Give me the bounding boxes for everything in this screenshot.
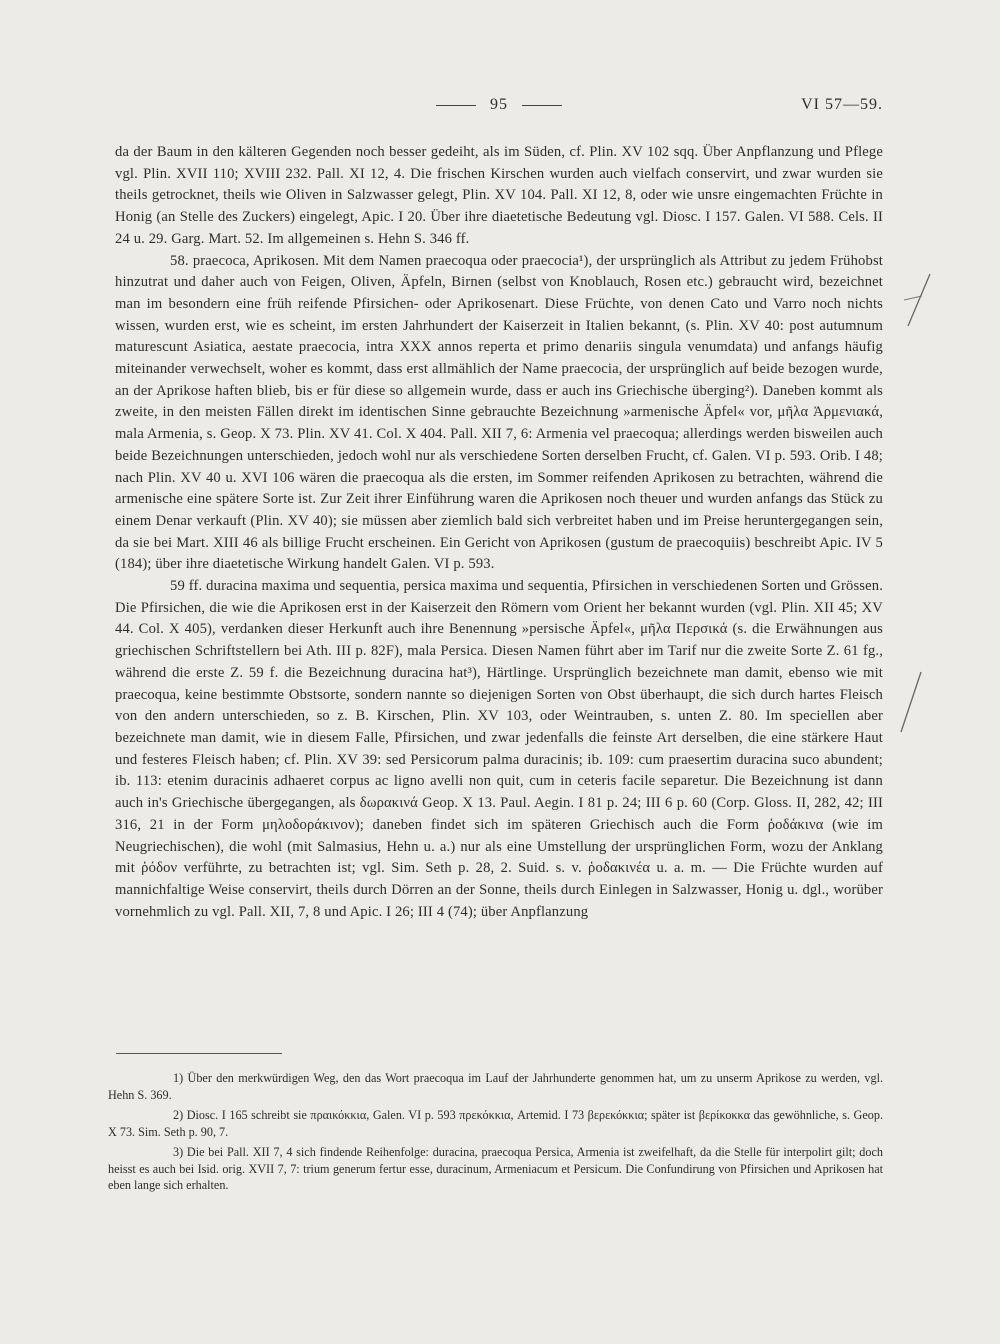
footnote-rule: [116, 1053, 282, 1054]
paragraph-59-duracina: 59 ff. duracina maxima und sequentia, persica maxima und sequentia, Pfirsichen in verschiedenen Sorten und Grössen. Die Pfirsichen, die wie die Aprikosen erst in der Kaiserzeit den Römern vom Orient her bekannt wurden (vgl. Plin. XII 45; XV 44. Col. X 405), verdanken dieser Herkunft auch ihre Benennung »persische Äpfel«, μῆλα Περσικά (s. die Erwähnungen aus griechischen Schriftstellern bei Ath. III p. 82F), mala Persica. Diesen Namen führt aber im Tarif nur die zweite Sorte Z. 61 fg., während die erste Z. 59 f. die Bezeichnung duracina hat³), Härtlinge. Ursprünglich bezeichnete man damit, ebenso wie mit praecoqua, keine bestimmte Obstsorte, sondern nannte so diejenigen Sorten von Obst überhaupt, die sich durch hartes Fleisch von den andern unterschieden, so z. B. Kirschen, Plin. XV 103, oder Weintrauben, s. unten Z. 80. Im speciellen aber bezeichnete man damit, wie in diesem Falle, Pfirsichen, und zwar jedenfalls die feinste Art derselben, die eine stärkere Haut und festeres Fleisch haben; cf. Plin. XV 39: sed Persicorum palma duracinis; ib. 109: cum praesertim duracina suco abundent; ib. 113: etenim duracinis adhaeret corpus ac ligno avelli non quit, cum in ceteris facile separetur. Die Bezeichnung ist dann auch in's Griechische übergegangen, als δωρακινά Geop. X 13. Paul. Aegin. I 81 p. 24; III 6 p. 60 (Corp. Gloss. II, 282, 42; III 316, 21 in der Form μηλοδοράκινον); daneben findet sich im späteren Griechisch auch die Form ῥοδάκινα (wie im Neugriechischen), die wohl (mit Salmasius, Hehn u. a.) nur als eine Umstellung der ursprünglichen Form, wozu der Anklang mit ῥόδον verführte, zu betrachten ist; vgl. Sim. Seth p. 28, 2. Suid. s. v. ῥοδακινέα u. a. m. — Die Früchte wurden auf mannichfaltige Weise conservirt, theils durch Dörren an der Sonne, theils durch Einlegen in Salzwasser, Honig u. dgl., worüber vornehmlich zu vgl. Pall. XII, 7, 8 und Apic. I 26; III 4 (74); über Anpflanzung: [115, 578, 883, 920]
main-text: [115, 142, 883, 923]
footnote-3: 3) Die bei Pall. XII 7, 4 sich findende Reihenfolge: duracina, praecoqua Persica, Armenia ist zweifelhaft, da die Stelle für interpolirt gilt; doch heisst es auch bei Isid. orig. XVII 7, 7: trium generum fertur esse, duracinum, Armeniacum et Persicum. Die Confundirung von Pfirsichen und Aprikosen hat eben lange sich erhalten.: [108, 1145, 883, 1192]
page-number-line: [115, 96, 883, 114]
section-reference: VI 57—59.: [801, 96, 883, 113]
header-dash-left: [436, 105, 476, 106]
margin-mark-2: [895, 668, 930, 738]
paragraph-cherries-continued: da der Baum in den kälteren Gegenden noch besser gedeiht, als im Süden, cf. Plin. XV 102 sqq. Über Anpflanzung und Pflege vgl. Plin. XVII 110; XVIII 232. Pall. XI 12, 4. Die frischen Kirschen wurden auch vielfach conservirt, und zwar wurden sie theils getrocknet, theils wie Oliven in Salzwasser gelegt, Plin. XV 104. Pall. XI 12, 8, oder wie unsre eingemachten Früchte in Honig (an Stelle des Zuckers) eingelegt, Apic. I 20. Über ihre diaetetische Bedeutung vgl. Diosc. I 157. Galen. VI 588. Cels. II 24 u. 29. Garg. Mart. 52. Im allgemeinen s. Hehn S. 346 ff.: [115, 144, 883, 247]
running-header: [115, 96, 883, 120]
paragraph-58-praecoca: 58. praecoca, Aprikosen. Mit dem Namen praecoqua oder praecocia¹), der ursprünglich als Attribut zu jedem Frühobst hinzutrat und daher auch von Feigen, Oliven, Äpfeln, Birnen (selbst von Knoblauch, Rosen etc.) gebraucht wird, bezeichnet man im besondern eine früh reifende Pfirsichen- oder Aprikosenart. Diese Früchte, von denen Cato und Varro noch nichts wissen, wurden erst, wie es scheint, im ersten Jahrhundert der Kaiserzeit in Italien bekannt, (s. Plin. XV 40: post autumnum maturescunt Asiatica, aestate praecocia, intra XXX annos reperta et primo denariis singula venumdata) und anfangs häufig miteinander verwechselt, woher es kommt, dass erst allmählich der Name praecocia, der ursprünglich auf beide bezogen wurde, an der Aprikose haften blieb, bis er für diese so allgemein wurde, dass er auch ins Griechische überging²). Daneben kommt als zweite, in den meisten Fällen direkt im identischen Sinne gebrauchte Bezeichnung »armenische Äpfel« vor, μῆλα Ἀρμενιακά, mala Armenia, s. Geop. X 73. Plin. XV 41. Col. X 404. Pall. XII 7, 6: Armenia vel praecoqua; allerdings werden bisweilen auch beide Bezeichnungen unterschieden, jedoch wohl nur als verschiedene Sorten derselben Frucht, cf. Galen. VI p. 593. Orib. I 48; nach Plin. XV 40 u. XVI 106 wären die praecoqua als die ersten, im Sommer reifenden Aprikosen zu betrachten, während die armenische eine spätere Sorte ist. Zur Zeit ihrer Einführung waren die Aprikosen noch theuer und wurden anfangs das Stück zu einem Denar verkauft (Plin. XV 40); sie müssen aber ziemlich bald sich verbreitet haben und im Preise heruntergegangen sein, da sie bei Mart. XIII 46 als billige Frucht erscheinen. Ein Gericht von Aprikosen (gustum de praecoquiis) beschreibt Apic. IV 5 (184); über ihre diaetetische Wirkung handelt Galen. VI p. 593.: [115, 252, 883, 573]
header-dash-right: [522, 105, 562, 106]
footnotes: [108, 1070, 883, 1198]
footnote-1: 1) Über den merkwürdigen Weg, den das Wort praecoqua im Lauf der Jahrhunderte genommen hat, um zu unserm Aprikose zu werden, vgl. Hehn S. 369.: [108, 1071, 883, 1102]
footnote-2: 2) Diosc. I 165 schreibt sie πραικόκκια, Galen. VI p. 593 πρεκόκκια, Artemid. I 73 βερεκόκκια; später ist βερίκοκκα das gewöhnliche, s. Geop. X 73. Sim. Seth p. 90, 7.: [108, 1108, 883, 1139]
page-number: 95: [490, 96, 508, 113]
margin-mark-1: [900, 270, 940, 330]
